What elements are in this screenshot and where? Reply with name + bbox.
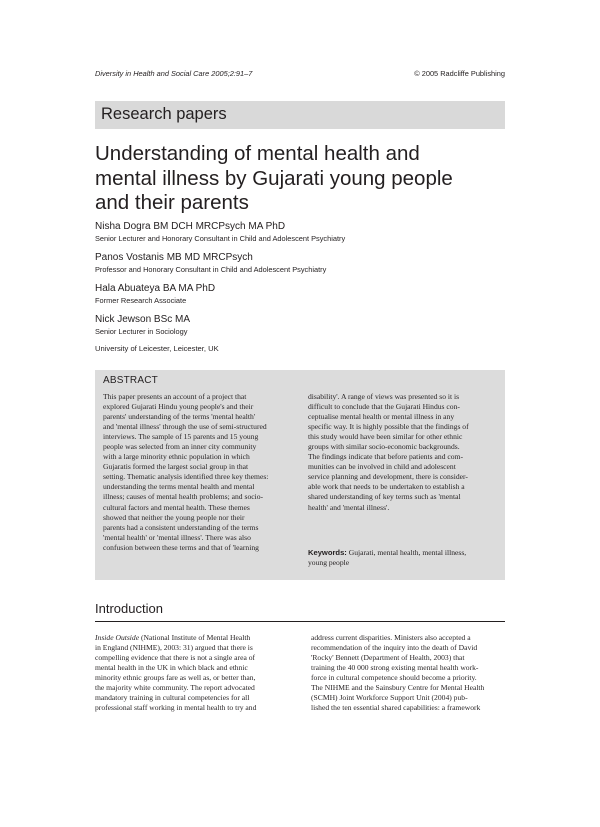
author-name: Panos Vostanis MB MD MRCPsych <box>95 252 253 263</box>
abstract-line: able work that needs to be undertaken to establish a <box>308 482 465 492</box>
body-line: the majority white community. The report advocated <box>95 683 255 693</box>
title-line: mental illness by Gujarati young people <box>95 166 453 190</box>
abstract-line: showed that neither the young people nor their <box>103 512 245 522</box>
author-role: Senior Lecturer and Honorary Consultant in Child and Adolescent Psychiatry <box>95 234 346 243</box>
abstract-line: munities can be involved in child and adolescent <box>308 462 456 472</box>
abstract-column-left <box>103 392 298 553</box>
cited-title: Inside Outside <box>95 633 140 642</box>
author-role: Former Research Associate <box>95 296 187 305</box>
title-line: and their parents <box>95 191 249 214</box>
introduction-heading: Introduction <box>95 601 163 616</box>
author-name: Nisha Dogra BM DCH MRCPsych MA PhD <box>95 221 286 232</box>
body-line: mental health in the UK in which black and ethnic <box>95 663 248 673</box>
journal-citation: Diversity in Health and Social Care 2005;2:91–7 <box>95 69 253 78</box>
abstract-line: illness; causes of mental health problems; and socio- <box>103 492 264 502</box>
body-line: recommendation of the inquiry into the death of David <box>311 643 478 653</box>
author-entry <box>95 313 505 344</box>
abstract-line: with a large minority ethnic population in which <box>103 452 250 462</box>
abstract-line: Gujaratis formed the largest social group in that <box>103 462 249 472</box>
running-header <box>95 69 505 83</box>
body-column-right <box>311 633 505 713</box>
body-line: professional staff working in mental health to try and <box>95 703 257 713</box>
abstract-line: This paper presents an account of a project that <box>103 392 247 401</box>
author-name: Hala Abuateya BA MA PhD <box>95 283 216 294</box>
abstract-line: people was selected from an inner city community <box>103 442 257 452</box>
body-line: 'Rocky' Bennett (Department of Health, 2003) that <box>311 653 465 663</box>
abstract-line: understanding the terms mental health and mental <box>103 482 255 492</box>
section-banner <box>95 101 505 129</box>
keywords-line: Gujarati, mental health, mental illness, <box>346 548 467 557</box>
body-line: lished the ten essential shared capabilities: a framework <box>311 703 481 713</box>
abstract-line: parents had a consistent understanding of the terms <box>103 522 259 532</box>
abstract-line: groups with similar socio-economic backgrounds. <box>308 442 460 452</box>
abstract-line: confusion between these terms and that of 'learning <box>103 542 259 552</box>
author-role: Professor and Honorary Consultant in Child and Adolescent Psychiatry <box>95 265 327 274</box>
body-column-left <box>95 633 290 713</box>
body-line: compelling evidence that there is not a single area of <box>95 653 256 663</box>
abstract-line: parents' understanding of the terms 'mental health' <box>103 412 256 422</box>
abstract-line: difficult to conclude that the Gujarati Hindus con- <box>308 402 460 412</box>
body-line: address current disparities. Ministers also accepted a <box>311 633 471 642</box>
body-line: (National Institute of Mental Health <box>139 633 251 642</box>
author-name: Nick Jewson BSc MA <box>95 314 191 325</box>
abstract-line: this study would have been similar for other ethnic <box>308 432 463 442</box>
abstract-line: service planning and development, there is consider- <box>308 472 468 482</box>
author-role: Senior Lecturer in Sociology <box>95 327 188 336</box>
abstract-line: disability'. A range of views was presented so it is <box>308 392 460 401</box>
body-line: in England (NIHME), 2003: 31) argued that there is <box>95 643 253 653</box>
body-line: force in cultural competence should become a priority. <box>311 673 477 683</box>
abstract-line: explored Gujarati Hindu young people's and their <box>103 402 254 412</box>
author-entry <box>95 220 505 251</box>
author-list <box>95 220 505 344</box>
abstract-line: health' and 'mental illness'. <box>308 502 390 512</box>
body-line: training the 40 000 strong existing mental health work- <box>311 663 479 673</box>
abstract-line: 'mental health' or 'mental illness'. There was also <box>103 532 251 542</box>
keywords-label: Keywords: <box>308 548 347 557</box>
abstract-line: cultural factors and mental health. These themes <box>103 502 250 512</box>
abstract-heading: ABSTRACT <box>103 375 158 386</box>
abstract-line: setting. Thematic analysis identified three key themes: <box>103 472 269 482</box>
abstract-box <box>95 370 505 580</box>
keywords-line: young people <box>308 558 350 568</box>
abstract-line: shared understanding of key terms such as 'mental <box>308 492 461 502</box>
author-entry <box>95 282 505 313</box>
abstract-line: specific way. It is highly possible that the findings of <box>308 422 469 432</box>
abstract-line: The findings indicate that before patients and com- <box>308 452 463 462</box>
body-line: mandatory training in cultural competencies for all <box>95 693 250 703</box>
body-line: minority ethnic groups fare as well as, or better than, <box>95 673 256 683</box>
section-label: Research papers <box>101 105 227 123</box>
title-line: Understanding of mental health and <box>95 142 420 165</box>
heading-rule <box>95 621 505 622</box>
copyright-notice: © 2005 Radcliffe Publishing <box>414 69 505 78</box>
author-entry <box>95 251 505 282</box>
article-title <box>95 142 505 216</box>
body-line: The NIHME and the Sainsbury Centre for Mental Health <box>311 683 485 693</box>
keywords <box>308 548 497 568</box>
abstract-column-right <box>308 392 497 513</box>
abstract-line: interviews. The sample of 15 parents and 15 young <box>103 432 259 442</box>
body-line: (SCMH) Joint Workforce Support Unit (2004) pub- <box>311 693 468 703</box>
abstract-line: and 'mental illness' through the use of semi-structured <box>103 422 267 432</box>
affiliation: University of Leicester, Leicester, UK <box>95 344 219 353</box>
abstract-line: ceptualise mental health or mental illness in any <box>308 412 455 422</box>
